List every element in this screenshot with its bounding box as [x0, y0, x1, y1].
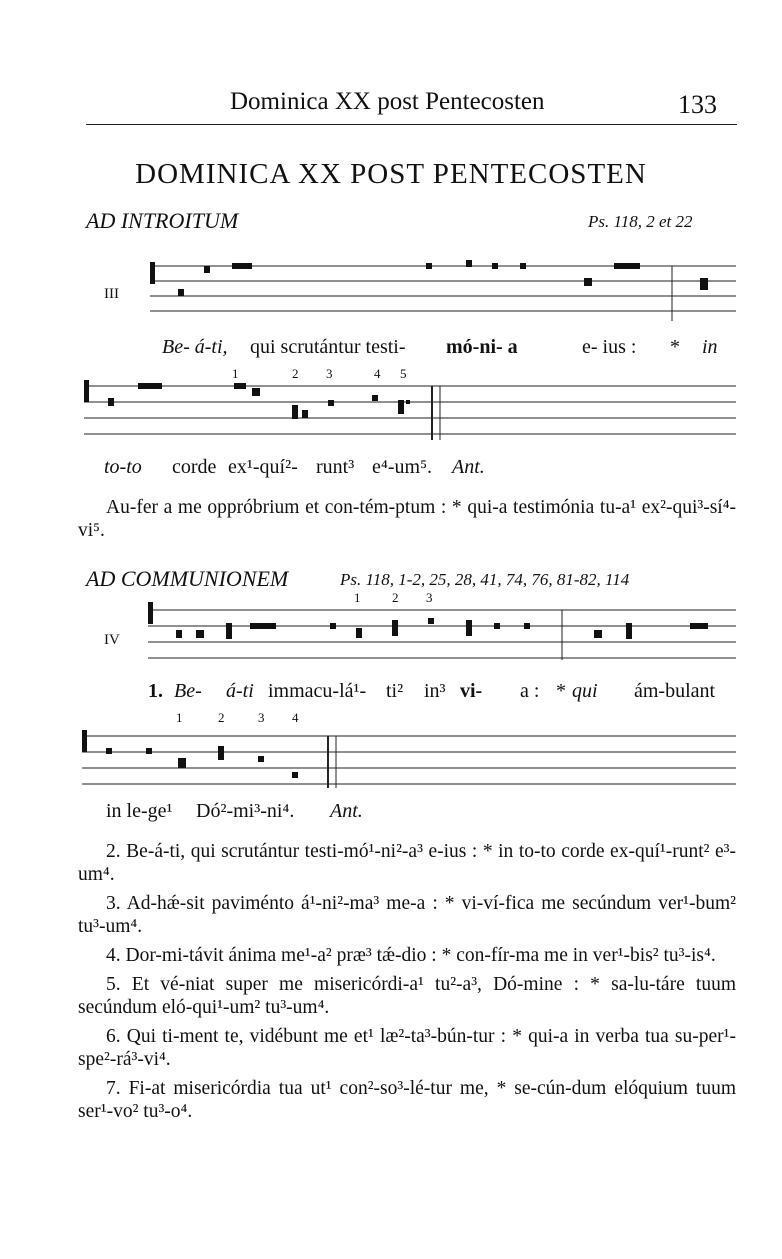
introit-reference: Ps. 118, 2 et 22 [588, 212, 693, 231]
communion-syllable: ti² [386, 680, 404, 702]
introit-syllable: e⁴-um⁵. [372, 456, 433, 478]
accent-number: 2 [292, 366, 299, 381]
accent-number: 5 [400, 366, 407, 381]
accent-number: 1 [232, 366, 239, 381]
communion-syllable: a : [520, 680, 540, 702]
page-number: 133 [678, 90, 717, 119]
accent-number: 4 [374, 366, 381, 381]
psalm-verse: 5. Et vé-niat super me misericórdi-a¹ tu²-a³, Dó-mine : * sa-lu-táre tuum secúndum eló-qui¹-um² tu³-um⁴. [78, 974, 736, 1018]
psalm-verses [78, 840, 736, 1123]
introit-syllable: e- ius : [582, 336, 637, 358]
introit-syllable: Be- á-ti, [162, 336, 228, 358]
communion-syllable: in³ [424, 680, 446, 702]
antiphon-marker: Ant. [452, 456, 485, 478]
antiphon-marker: Ant. [330, 800, 363, 822]
page-title: DOMINICA XX POST PENTECOSTEN [135, 158, 647, 190]
accent-number: 1 [354, 590, 361, 605]
introit-syllable: to-to [104, 456, 142, 478]
introit-syllable: ex¹-quí²- [228, 456, 298, 478]
psalm-verse: 6. Qui ti-ment te, vidébunt me et¹ læ²-ta³-bún-tur : * qui-a in verba tua su-per¹-spe²-rá³-vi⁴. [78, 1026, 736, 1070]
communion-syllable: vi- [460, 680, 483, 702]
introit-syllable: qui scrutántur testi- [250, 336, 406, 358]
communion-syllable: ám-bulant [634, 680, 716, 702]
communion-syllable: immacu-lá¹- [268, 680, 367, 702]
running-title: Dominica XX post Pentecosten [230, 88, 545, 115]
psalm-verse: 4. Dor-mi-távit ánima me¹-a² præ³ tǽ-dio : * con-fír-ma me in ver¹-bis² tu³-is⁴. [106, 945, 716, 966]
communion-label: AD COMMUNIONEM [86, 566, 289, 591]
accent-number: 2 [218, 710, 225, 725]
communion-syllable: Be- [174, 680, 202, 702]
accent-number: 2 [392, 590, 399, 605]
introit-mode: III [104, 286, 119, 302]
communion-asterisk: * [556, 680, 566, 702]
accent-number: 3 [258, 710, 265, 725]
accent-number: 3 [326, 366, 333, 381]
accent-number: 1 [176, 710, 183, 725]
communion-reference: Ps. 118, 1-2, 25, 28, 41, 74, 76, 81-82, 114 [340, 570, 630, 589]
introit-syllable: corde [172, 456, 217, 478]
communion-syllable: á-ti [226, 680, 254, 702]
psalm-verse: 7. Fi-at misericórdia tua ut¹ con²-so³-lé-tur me, * se-cún-dum elóquium tuum ser¹-vo² tu³-o⁴. [78, 1078, 736, 1122]
psalm-verse: 2. Be-á-ti, qui scrutántur testi-mó¹-ni²-a³ e-ius : * in to-to corde ex-quí¹-runt² e³-um⁴. [78, 841, 736, 885]
introit-syllable: in [702, 336, 718, 358]
verse-number: 1. [148, 680, 163, 702]
communion-syllable: qui [572, 680, 598, 702]
introit-verse: Au-fer a me oppróbrium et con-tém-ptum : * qui-a testimónia tu-a¹ ex²-qui³-sí⁴-vi⁵. [78, 497, 736, 541]
introit-syllable: runt³ [316, 456, 355, 478]
introit-syllable: mó-ni- a [446, 336, 518, 358]
accent-number: 4 [292, 710, 299, 725]
accent-number: 3 [426, 590, 433, 605]
psalm-verse: 3. Ad-hǽ-sit paviménto á¹-ni²-ma³ me-a : * vi-ví-fica me secúndum ver¹-bum² tu³-um⁴. [78, 893, 736, 937]
introit-asterisk: * [670, 336, 680, 358]
introit-label: AD INTROITUM [86, 208, 239, 233]
communion-syllable: in le-ge¹ [106, 800, 173, 822]
communion-syllable: Dó²-mi³-ni⁴. [196, 800, 295, 822]
communion-mode: IV [104, 632, 120, 648]
